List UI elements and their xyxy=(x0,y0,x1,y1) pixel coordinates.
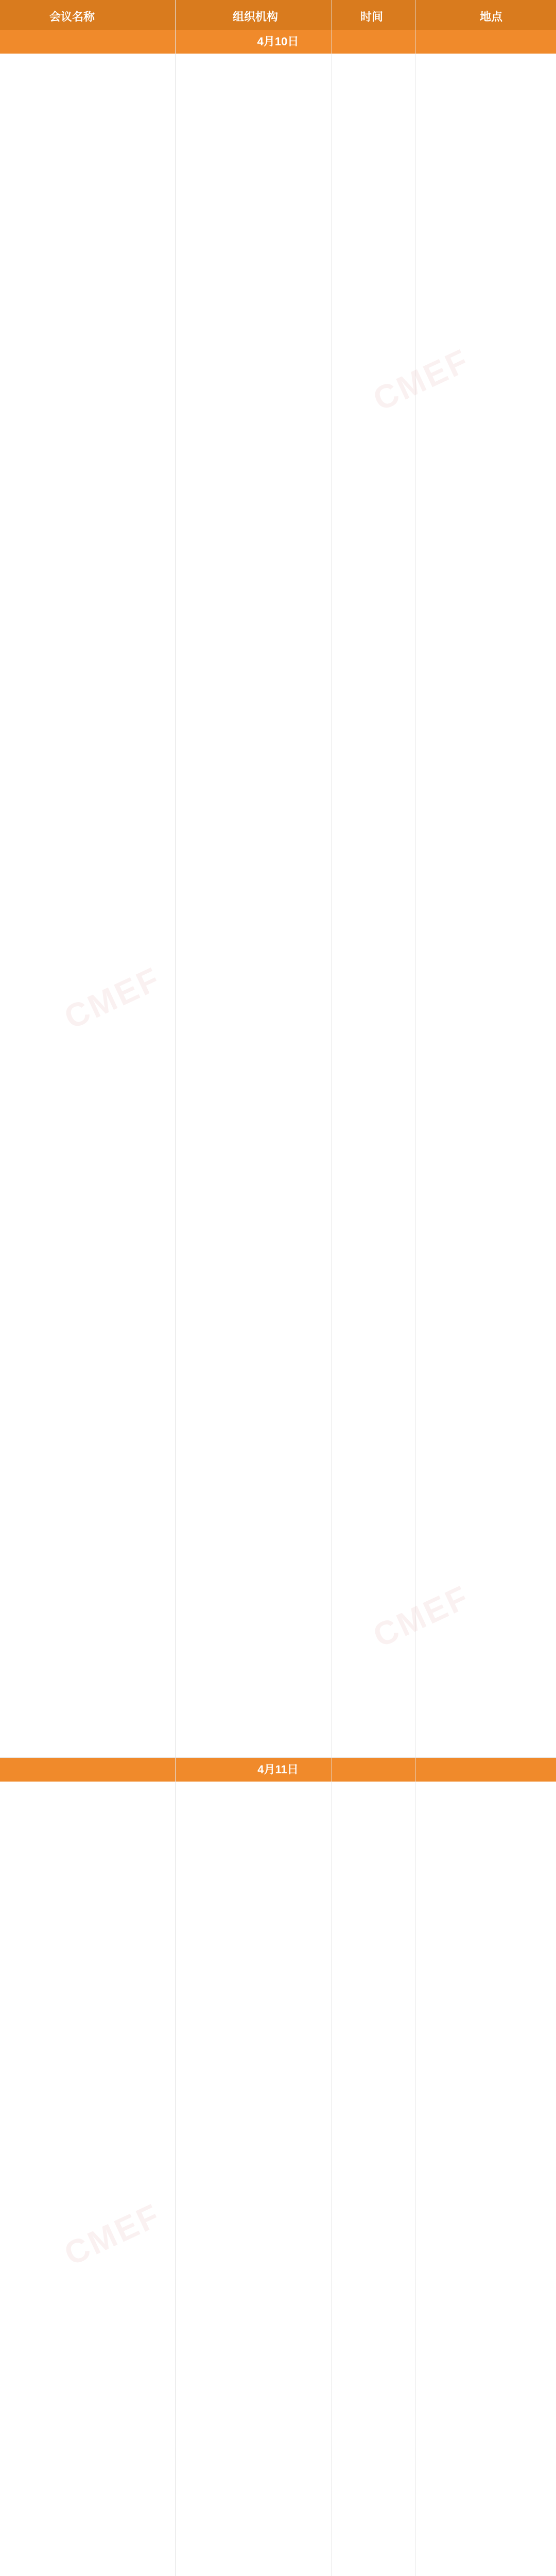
header-room: 地点 xyxy=(480,10,503,23)
watermark: CMEF xyxy=(59,2196,167,2273)
watermark: CMEF xyxy=(368,341,476,418)
watermark: CMEF xyxy=(59,959,167,1037)
column-divider xyxy=(175,0,176,2576)
watermark: CMEF xyxy=(368,1578,476,1655)
table-row xyxy=(0,54,556,1758)
header-name: 会议名称 xyxy=(49,10,95,23)
table-header xyxy=(0,0,556,30)
day-bar-1: 4月10日 xyxy=(0,30,556,54)
day-1-rows xyxy=(0,54,556,1758)
header-time: 时间 xyxy=(360,10,384,23)
day-2-rows xyxy=(0,1782,556,2576)
day-bar-2: 4月11日 xyxy=(0,1758,556,1782)
table-row xyxy=(0,1782,556,2576)
header-org: 组织机构 xyxy=(233,10,279,23)
